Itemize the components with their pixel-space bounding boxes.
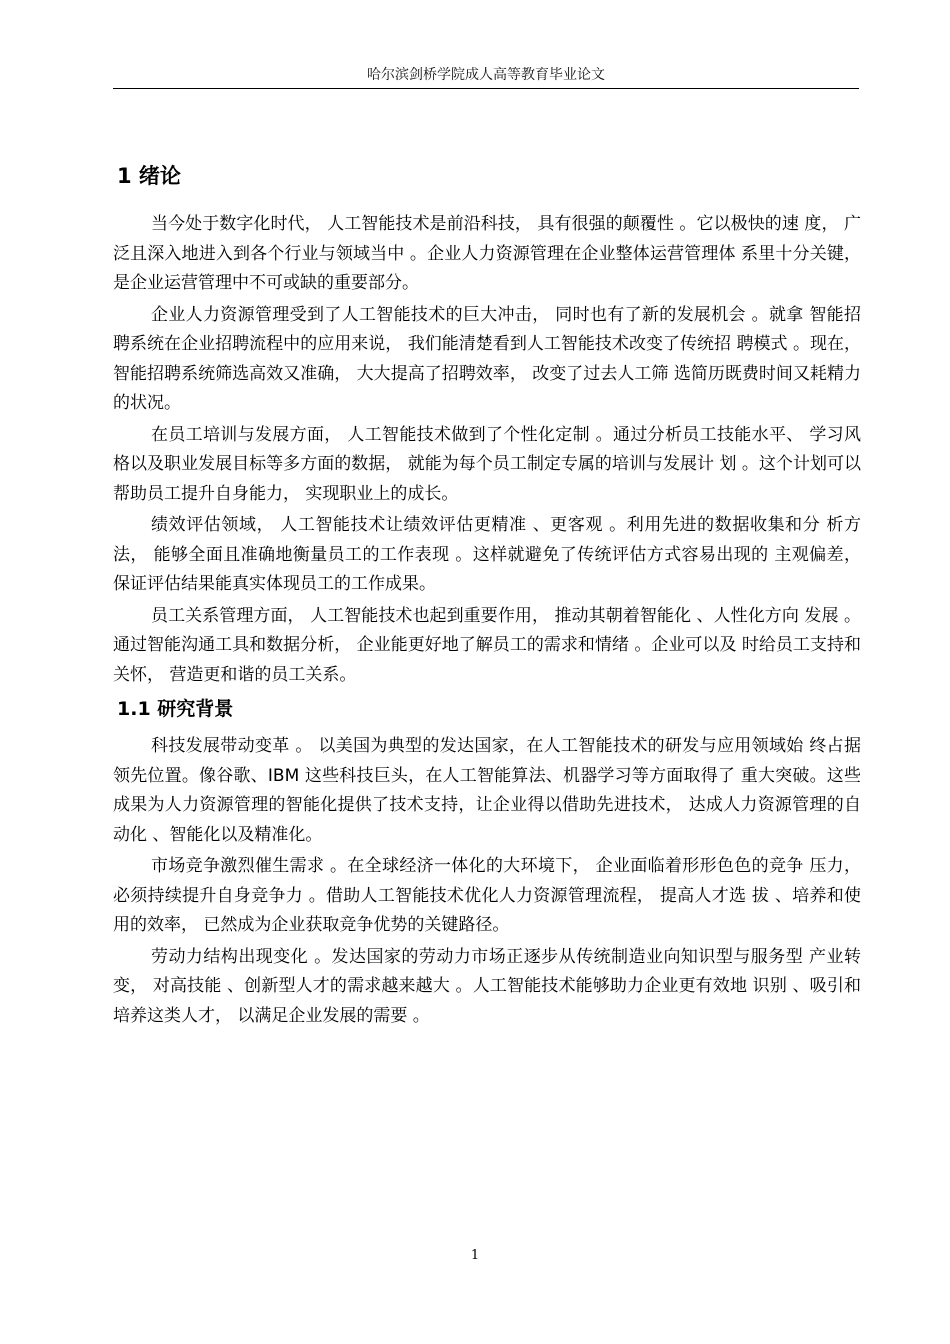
page-body — [113, 160, 861, 1033]
body-paragraph: 市场竞争激烈催生需求 。在全球经济一体化的大环境下， 企业面临着形形色色的竞争 压力， 必须持续提升自身竞争力 。借助人工智能技术优化人力资源管理流程， 提高人才选 拔 、培养和使用的效率， 已然成为企业获取竞争优势的关键路径。 — [113, 856, 861, 935]
section-heading: 1.1 研究背景 — [117, 698, 234, 720]
body-paragraph: 绩效评估领域， 人工智能技术让绩效评估更精准 、更客观 。利用先进的数据收集和分 析方法， 能够全面且准确地衡量员工的工作表现 。这样就避免了传统评估方式容易出现的 主观偏差， 保证评估结果能真实体现员工的工作成果。 — [113, 515, 861, 594]
running-header: 哈尔滨剑桥学院成人高等教育毕业论文 — [367, 67, 605, 83]
body-paragraph: 当今处于数字化时代， 人工智能技术是前沿科技， 具有很强的颠覆性 。它以极快的速 度， 广泛且深入地进入到各个行业与领域当中 。企业人力资源管理在企业整体运营管理体 系里十分关键， 是企业运营管理中不可或缺的重要部分。 — [113, 214, 861, 293]
body-paragraph: 在员工培训与发展方面， 人工智能技术做到了个性化定制 。通过分析员工技能水平、 学习风格以及职业发展目标等多方面的数据， 就能为每个员工制定专属的培训与发展计 划 。这个计划可以帮助员工提升自身能力， 实现职业上的成长。 — [113, 424, 861, 504]
header-rule — [113, 88, 859, 89]
body-paragraph: 科技发展带动变革 。 以美国为典型的发达国家，在人工智能技术的研发与应用领域始 终占据领先位置。像谷歌、IBM 这些科技巨头，在人工智能算法、机器学习等方面取得了 重大突破。这些成果为人力资源管理的智能化提供了技术支持，让企业得以借助先进技术， 达成人力资源管理的自动化 、智能化以及精准化。 — [113, 736, 861, 845]
body-paragraph: 企业人力资源管理受到了人工智能技术的巨大冲击， 同时也有了新的发展机会 。就拿 智能招聘系统在企业招聘流程中的应用来说， 我们能清楚看到人工智能技术改变了传统招 聘模式 。现在， 智能招聘系统筛选高效又准确， 大大提高了招聘效率， 改变了过去人工筛 选简历既费时间又耗精力的状况。 — [113, 304, 861, 413]
page-number: 1 — [470, 1248, 480, 1263]
body-paragraph: 员工关系管理方面， 人工智能技术也起到重要作用， 推动其朝着智能化 、人性化方向 发展 。通过智能沟通工具和数据分析， 企业能更好地了解员工的需求和情绪 。企业可以及 时给员工支持和关怀， 营造更和谐的员工关系。 — [113, 605, 861, 685]
chapter-heading: 1 绪论 — [117, 164, 181, 188]
body-paragraph: 劳动力结构出现变化 。发达国家的劳动力市场正逐步从传统制造业向知识型与服务型 产业转变， 对高技能 、创新型人才的需求越来越大 。人工智能技术能够助力企业更有效地 识别 、吸引和培养这类人才， 以满足企业发展的需要 。 — [113, 946, 861, 1026]
